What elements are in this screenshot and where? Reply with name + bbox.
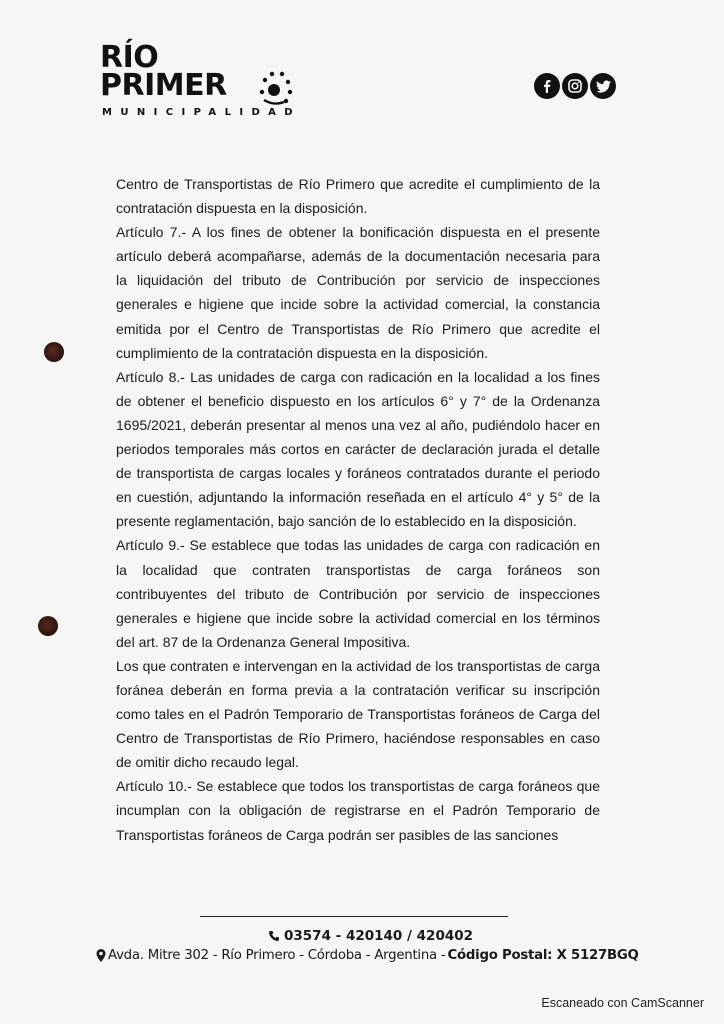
phone-icon bbox=[268, 930, 280, 942]
paragraph-contractors: Los que contraten e intervengan en la actividad de los transportistas de carga foránea deberán en forma previa a la contratación verificar su inscripción como tales en el Padrón Temporario de Transportistas foráneos de Carga del Centro de Transportistas de Río Primero, haciéndose responsables en caso de omitir dicho recaudo legal. bbox=[116, 657, 600, 771]
logo-line-2: PRIMER bbox=[100, 68, 227, 103]
instagram-icon[interactable] bbox=[562, 73, 588, 99]
hole-punch-bottom bbox=[38, 616, 58, 636]
paragraph-article-10: Artículo 10.- Se establece que todos los transportistas de carga foráneos que incumplan con la obligación de registrarse en el Padrón Temporario de Transportistas foráneos de Carga podrán ser pasibles de las sanciones bbox=[116, 778, 600, 843]
social-icons bbox=[534, 73, 616, 99]
paragraph-article-8: Artículo 8.- Las unidades de carga con radicación en la localidad a los fines de obtener el beneficio dispuesto en los artículos 6° y 7° de la Ordenanza 1695/2021, deberán presentar al menos una vez al año, pudiéndolo hacer en periodos temporales más cortos en carácter de declaración jurada el detalle de transportista de cargas locales y foráneos contratados durante el periodo en cuestión, adjuntando la información reseñada en el artículo 4° y 5° de la presente reglamentación, bajo sanción de lo establecido en la disposición. bbox=[116, 368, 600, 530]
paragraph-1: Centro de Transportistas de Río Primero que acredite el cumplimiento de la contratación dispuesta en la disposición. bbox=[116, 176, 600, 217]
paragraph-article-9: Artículo 9.- Se establece que todas las unidades de carga con radicación en la localidad que contraten transportistas de carga foráneos son contribuyentes del tributo de Contribución por servicio de inspecciones generales e higiene que incide sobre la actividad comercial en los términos del art. 87 de la Ordenanza General Impositiva. bbox=[116, 537, 600, 650]
hole-punch-top bbox=[44, 342, 64, 362]
address-text: Avda. Mitre 302 - Río Primero - Córdoba - Argentina - bbox=[108, 948, 446, 963]
logo-line-1: RÍO bbox=[100, 40, 159, 75]
twitter-icon[interactable] bbox=[590, 73, 616, 99]
document-body bbox=[116, 172, 600, 847]
footer-divider bbox=[200, 916, 508, 917]
footer-address bbox=[96, 948, 639, 963]
sun-figure-icon bbox=[252, 62, 298, 108]
municipality-logo bbox=[100, 40, 302, 124]
location-pin-icon bbox=[96, 949, 106, 962]
logo-subtitle: MUNICIPALIDAD bbox=[102, 107, 302, 118]
scanner-watermark: Escaneado con CamScanner bbox=[541, 996, 704, 1010]
postal-code: Código Postal: X 5127BGQ bbox=[447, 948, 639, 963]
footer-phone bbox=[268, 928, 473, 944]
facebook-icon[interactable] bbox=[534, 73, 560, 99]
phone-number: 03574 - 420140 / 420402 bbox=[284, 928, 474, 944]
paragraph-article-7: Artículo 7.- A los fines de obtener la bonificación dispuesta en el presente artículo deberá acompañarse, además de la documentación necesaria para la liquidación del tributo de Contribución por servicio de inspecciones generales e higiene que incide sobre la actividad comercial, la constancia emitida por el Centro de Transportistas de Río Primero que acredite el cumplimiento de la contratación dispuesta en la disposición. bbox=[116, 224, 600, 361]
